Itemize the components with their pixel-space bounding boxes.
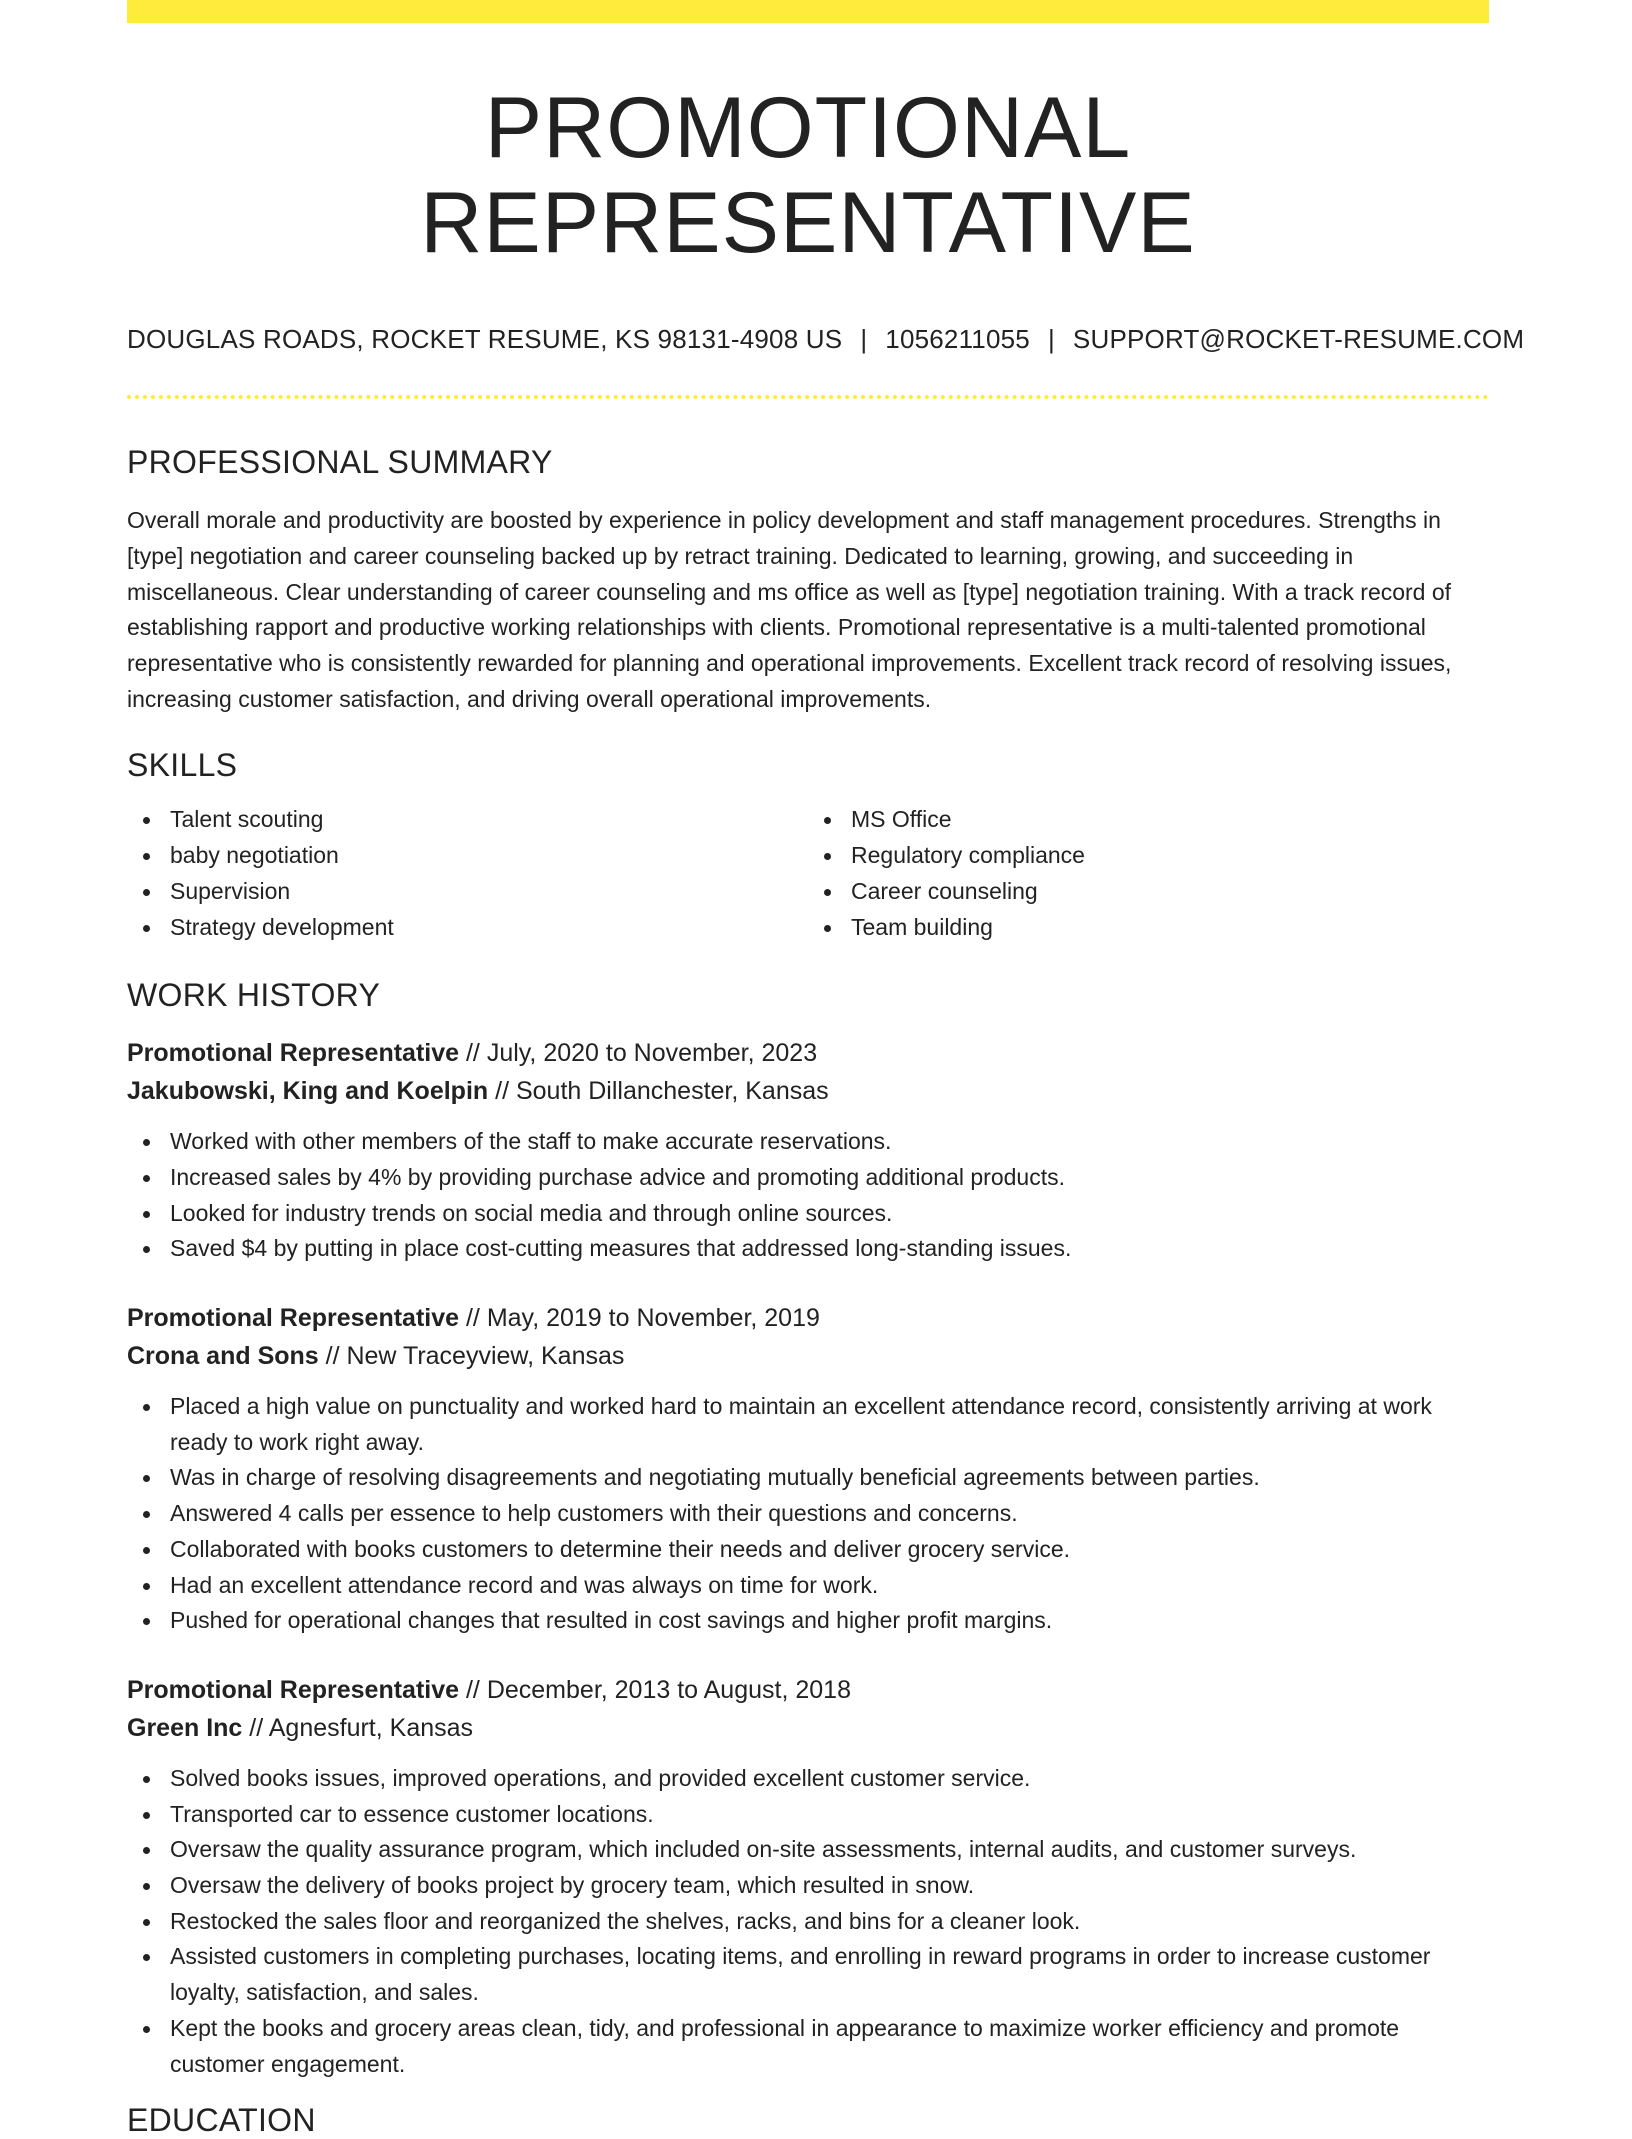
job-role: Promotional Representative <box>127 1304 460 1333</box>
job-company: Jakubowski, King and Koelpin <box>127 1077 489 1106</box>
accent-bar <box>127 0 1489 23</box>
job-bullet: Kept the books and grocery areas clean, tidy, and professional in appearance to maximize worker efficiency and promote customer engagement. <box>170 2011 1489 2082</box>
job-bullet: Had an excellent attendance record and was always on time for work. <box>170 1568 1489 1604</box>
job-entry <box>127 1299 1489 1639</box>
skill-item: Strategy development <box>170 910 808 946</box>
job-bullet: Oversaw the delivery of books project by grocery team, which resulted in snow. <box>170 1868 1489 1904</box>
summary-text: Overall morale and productivity are boosted by experience in policy development and staff management procedures. Strengths in [type] negotiation and career counseling backed up by retract training. Dedicated to learning, growing, and succeeding in miscellaneous. Clear understanding of career counseling and ms office as well as [type] negotiation training. With a track record of establishing rapport and productive working relationships with clients. Promotional representative is a multi-talented promotional representative who is consistently rewarded for planning and operational improvements. Excellent track record of resolving issues, increasing customer satisfaction, and driving overall operational improvements. <box>127 507 1452 712</box>
skill-item: Career counseling <box>851 874 1489 910</box>
job-bullet: Saved $4 by putting in place cost-cutting measures that addressed long-standing issues. <box>170 1231 1489 1267</box>
skill-item: Supervision <box>170 874 808 910</box>
skill-item: Talent scouting <box>170 802 808 838</box>
dotted-divider <box>127 395 1489 399</box>
contact-separator: | <box>860 324 868 355</box>
job-location: // Agnesfurt, Kansas <box>249 1713 474 1742</box>
job-bullet: Answered 4 calls per essence to help customers with their questions and concerns. <box>170 1496 1489 1532</box>
job-company-line <box>127 1709 1489 1747</box>
job-dates: // July, 2020 to November, 2023 <box>465 1039 818 1068</box>
section-title-work-history: WORK HISTORY <box>127 977 381 1014</box>
job-role: Promotional Representative <box>127 1675 460 1704</box>
job-bullet: Transported car to essence customer locations. <box>170 1797 1489 1833</box>
job-bullet: Collaborated with books customers to determine their needs and deliver grocery service. <box>170 1532 1489 1568</box>
job-entry <box>127 1034 1489 1267</box>
skill-item: MS Office <box>851 802 1489 838</box>
job-company: Crona and Sons <box>127 1342 319 1371</box>
job-location: // South Dillanchester, Kansas <box>495 1077 829 1106</box>
job-location: // New Traceyview, Kansas <box>325 1342 625 1371</box>
job-bullet: Oversaw the quality assurance program, which included on-site assessments, internal audits, and customer surveys. <box>170 1832 1489 1868</box>
section-title-summary: PROFESSIONAL SUMMARY <box>127 444 553 481</box>
skill-item: Regulatory compliance <box>851 838 1489 874</box>
job-role-line <box>127 1671 1489 1709</box>
skill-item: Team building <box>851 910 1489 946</box>
resume-name: PROMOTIONAL REPRESENTATIVE <box>420 80 1196 271</box>
skills-list-right <box>808 802 1489 945</box>
job-bullet: Solved books issues, improved operations, and provided excellent customer service. <box>170 1761 1489 1797</box>
job-role-line <box>127 1034 1489 1072</box>
contact-email: SUPPORT@ROCKET-RESUME.COM <box>1072 324 1525 355</box>
job-bullet: Assisted customers in completing purchases, locating items, and enrolling in reward programs in order to increase customer loyalty, satisfaction, and sales. <box>170 1939 1489 2010</box>
job-entry <box>127 1671 1489 2082</box>
job-bullets <box>127 1124 1489 1267</box>
contact-address: DOUGLAS ROADS, ROCKET RESUME, KS 98131-4908 US <box>127 324 843 355</box>
job-company-line <box>127 1072 1489 1110</box>
job-company-line <box>127 1337 1489 1375</box>
skills-list-left <box>127 802 808 945</box>
job-dates: // December, 2013 to August, 2018 <box>465 1675 851 1704</box>
resume-page <box>127 0 1525 2139</box>
job-bullet: Was in charge of resolving disagreements and negotiating mutually beneficial agreements between parties. <box>170 1460 1489 1496</box>
job-bullet: Increased sales by 4% by providing purchase advice and promoting additional products. <box>170 1160 1489 1196</box>
job-role: Promotional Representative <box>127 1039 460 1068</box>
job-bullet: Worked with other members of the staff to make accurate reservations. <box>170 1124 1489 1160</box>
skills-grid <box>127 802 1489 945</box>
job-dates: // May, 2019 to November, 2019 <box>465 1304 820 1333</box>
job-bullet: Restocked the sales floor and reorganized the shelves, racks, and bins for a cleaner look. <box>170 1904 1489 1940</box>
job-role-line <box>127 1299 1489 1337</box>
section-title-education: EDUCATION <box>127 2102 316 2139</box>
contact-phone: 1056211055 <box>885 324 1030 355</box>
skill-item: baby negotiation <box>170 838 808 874</box>
contact-separator: | <box>1047 324 1055 355</box>
job-bullet: Placed a high value on punctuality and worked hard to maintain an excellent attendance record, consistently arriving at work ready to work right away. <box>170 1389 1489 1460</box>
job-bullets <box>127 1761 1489 2082</box>
job-bullets <box>127 1389 1489 1639</box>
section-title-skills: SKILLS <box>127 747 238 784</box>
job-bullet: Looked for industry trends on social media and through online sources. <box>170 1196 1489 1232</box>
job-company: Green Inc <box>127 1713 243 1742</box>
job-bullet: Pushed for operational changes that resulted in cost savings and higher profit margins. <box>170 1603 1489 1639</box>
contact-line <box>127 324 1525 355</box>
